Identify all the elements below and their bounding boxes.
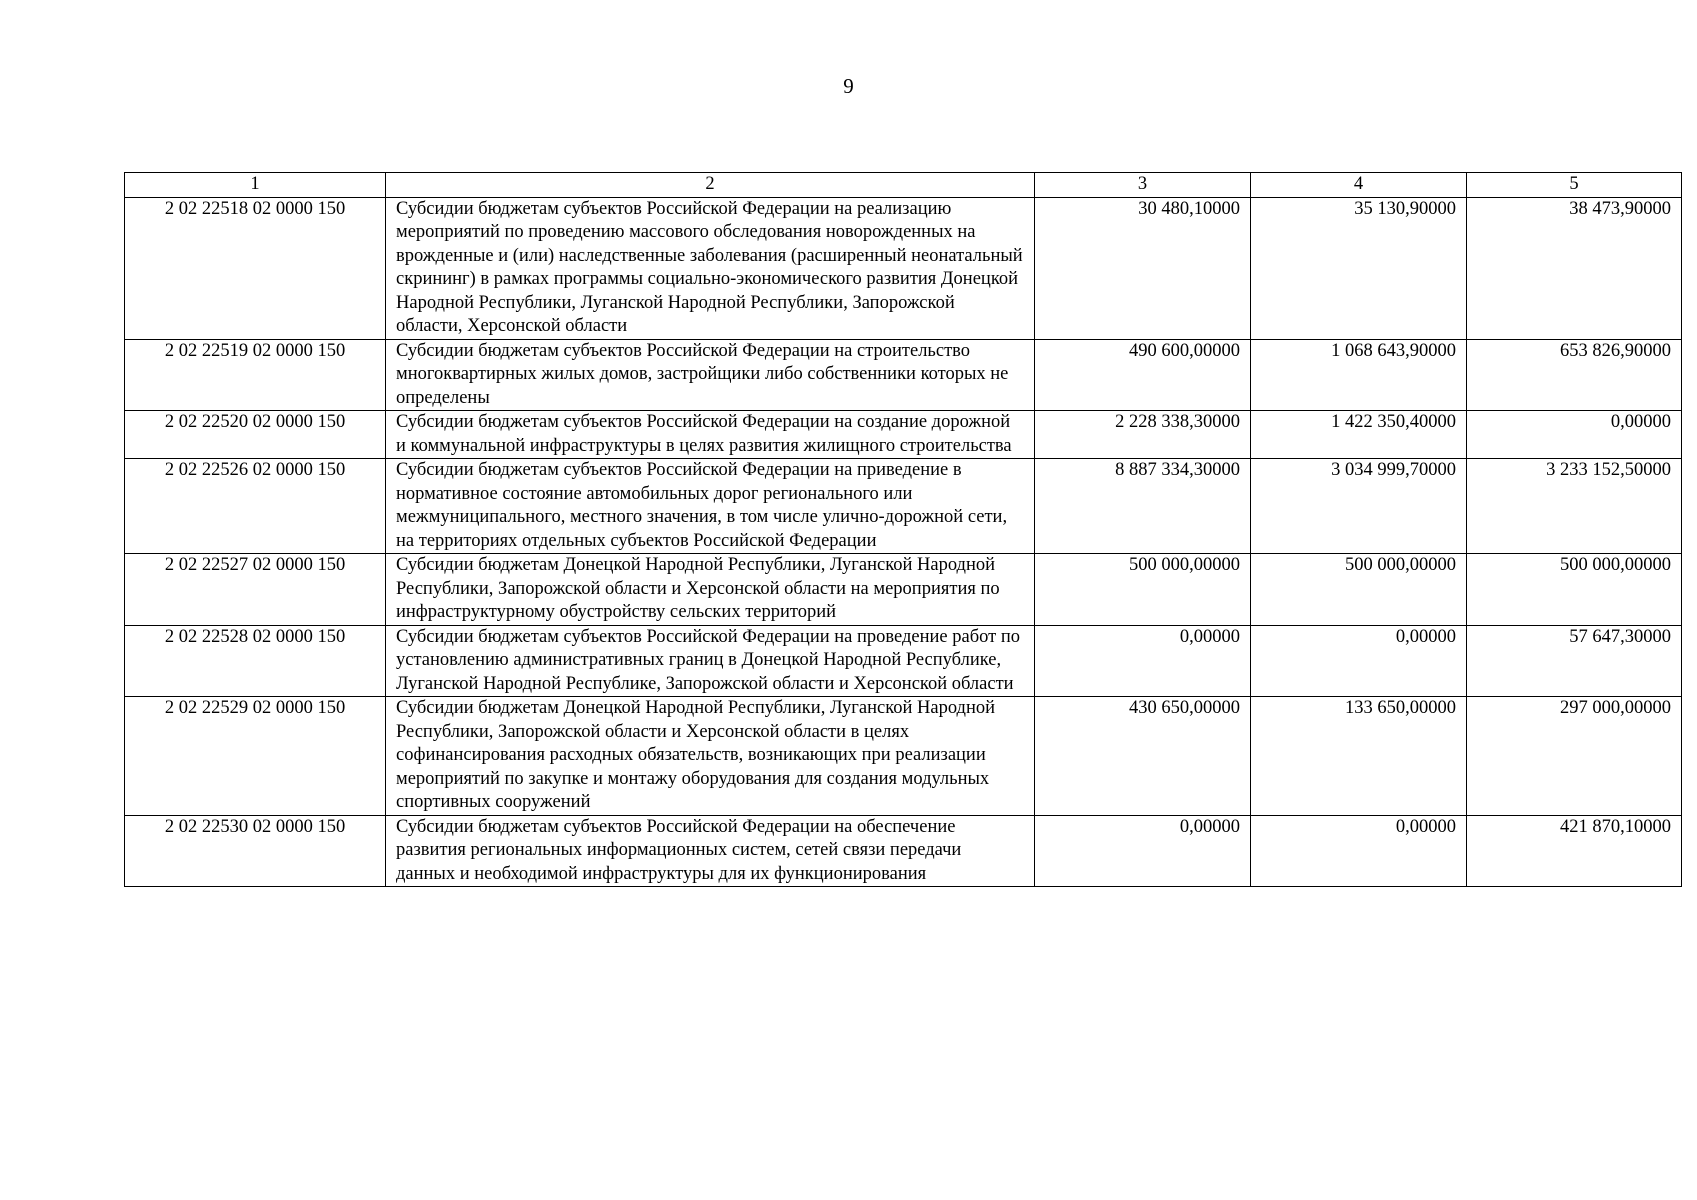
amount-col4: 133 650,00000 bbox=[1251, 697, 1467, 816]
amount-col5: 38 473,90000 bbox=[1467, 197, 1682, 339]
amount-col3: 8 887 334,30000 bbox=[1035, 459, 1251, 554]
amount-col3: 2 228 338,30000 bbox=[1035, 411, 1251, 459]
amount-col4: 0,00000 bbox=[1251, 815, 1467, 887]
table-row bbox=[125, 411, 1682, 459]
amount-col3: 430 650,00000 bbox=[1035, 697, 1251, 816]
budget-code: 2 02 22518 02 0000 150 bbox=[125, 197, 386, 339]
row-description: Субсидии бюджетам субъектов Российской Федерации на приведение в нормативное состояние автомобильных дорог регионального или межмуниципального, местного значения, в том числе улично-дорожной сети, на территориях отдельных субъектов Российской Федерации bbox=[386, 459, 1035, 554]
column-header: 2 bbox=[386, 173, 1035, 198]
column-header: 5 bbox=[1467, 173, 1682, 198]
header-row bbox=[125, 173, 1682, 198]
amount-col5: 0,00000 bbox=[1467, 411, 1682, 459]
amount-col5: 57 647,30000 bbox=[1467, 625, 1682, 697]
table-row bbox=[125, 459, 1682, 554]
row-description: Субсидии бюджетам субъектов Российской Федерации на создание дорожной и коммунальной инфраструктуры в целях развития жилищного строительства bbox=[386, 411, 1035, 459]
table-row bbox=[125, 697, 1682, 816]
amount-col3: 500 000,00000 bbox=[1035, 554, 1251, 626]
amount-col4: 0,00000 bbox=[1251, 625, 1467, 697]
page-number: 9 bbox=[843, 74, 854, 98]
row-description: Субсидии бюджетам Донецкой Народной Республики, Луганской Народной Республики, Запорожской области и Херсонской области на мероприятия по инфраструктурному обустройству сельских территорий bbox=[386, 554, 1035, 626]
amount-col5: 421 870,10000 bbox=[1467, 815, 1682, 887]
budget-code: 2 02 22519 02 0000 150 bbox=[125, 339, 386, 411]
amount-col3: 490 600,00000 bbox=[1035, 339, 1251, 411]
amount-col5: 297 000,00000 bbox=[1467, 697, 1682, 816]
row-description: Субсидии бюджетам субъектов Российской Федерации на реализацию мероприятий по проведению массового обследования новорожденных на врожденные и (или) наследственные заболевания (расширенный неонатальный скрининг) в рамках программы социально-экономического развития Донецкой Народной Республики, Луганской Народной Республики, Запорожской области, Херсонской области bbox=[386, 197, 1035, 339]
amount-col3: 30 480,10000 bbox=[1035, 197, 1251, 339]
amount-col3: 0,00000 bbox=[1035, 625, 1251, 697]
amount-col5: 500 000,00000 bbox=[1467, 554, 1682, 626]
amount-col4: 3 034 999,70000 bbox=[1251, 459, 1467, 554]
table-row bbox=[125, 554, 1682, 626]
budget-code: 2 02 22530 02 0000 150 bbox=[125, 815, 386, 887]
budget-code: 2 02 22529 02 0000 150 bbox=[125, 697, 386, 816]
amount-col4: 500 000,00000 bbox=[1251, 554, 1467, 626]
table-row bbox=[125, 339, 1682, 411]
table-row bbox=[125, 815, 1682, 887]
column-header: 3 bbox=[1035, 173, 1251, 198]
table-row bbox=[125, 625, 1682, 697]
budget-code: 2 02 22526 02 0000 150 bbox=[125, 459, 386, 554]
amount-col5: 653 826,90000 bbox=[1467, 339, 1682, 411]
budget-code: 2 02 22520 02 0000 150 bbox=[125, 411, 386, 459]
row-description: Субсидии бюджетам Донецкой Народной Республики, Луганской Народной Республики, Запорожской области и Херсонской области в целях софинансирования расходных обязательств, возникающих при реализации мероприятий по закупке и монтажу оборудования для создания модульных спортивных сооружений bbox=[386, 697, 1035, 816]
budget-table bbox=[124, 172, 1682, 887]
amount-col4: 1 068 643,90000 bbox=[1251, 339, 1467, 411]
budget-code: 2 02 22527 02 0000 150 bbox=[125, 554, 386, 626]
amount-col4: 1 422 350,40000 bbox=[1251, 411, 1467, 459]
column-header: 4 bbox=[1251, 173, 1467, 198]
amount-col3: 0,00000 bbox=[1035, 815, 1251, 887]
row-description: Субсидии бюджетам субъектов Российской Федерации на строительство многоквартирных жилых домов, застройщики либо собственники которых не определены bbox=[386, 339, 1035, 411]
row-description: Субсидии бюджетам субъектов Российской Федерации на обеспечение развития региональных информационных систем, сетей связи передачи данных и необходимой инфраструктуры для их функционирования bbox=[386, 815, 1035, 887]
row-description: Субсидии бюджетам субъектов Российской Федерации на проведение работ по установлению административных границ в Донецкой Народной Республике, Луганской Народной Республике, Запорожской области и Херсонской области bbox=[386, 625, 1035, 697]
amount-col4: 35 130,90000 bbox=[1251, 197, 1467, 339]
column-header: 1 bbox=[125, 173, 386, 198]
table-row bbox=[125, 197, 1682, 339]
budget-code: 2 02 22528 02 0000 150 bbox=[125, 625, 386, 697]
amount-col5: 3 233 152,50000 bbox=[1467, 459, 1682, 554]
